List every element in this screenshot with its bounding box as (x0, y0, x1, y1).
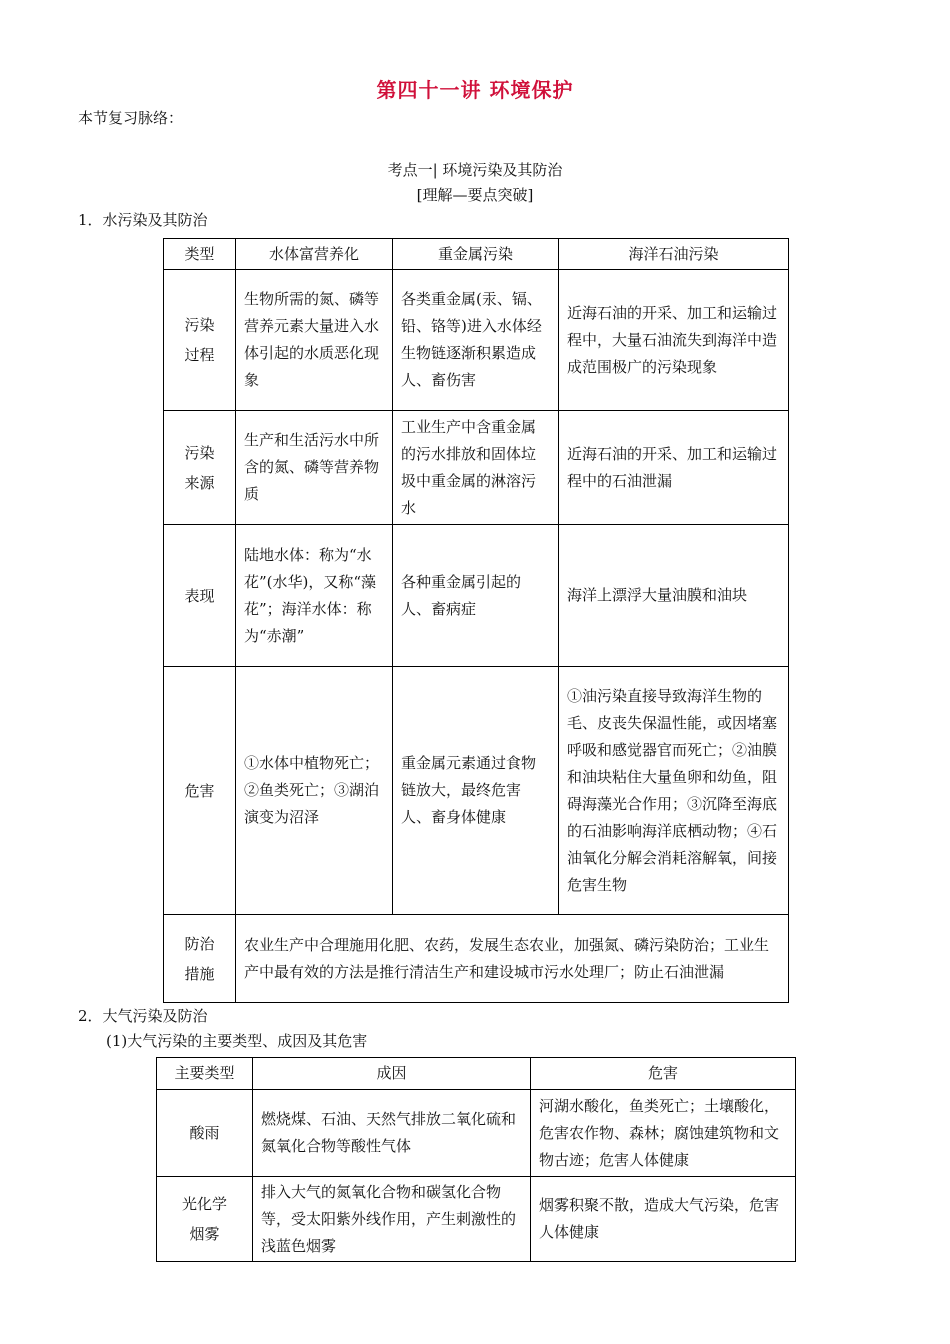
section-air-heading: 2．大气污染及防治 (78, 1007, 208, 1025)
row-label: 污染过程 (164, 270, 236, 411)
outline-label: 本节复习脉络： (78, 109, 184, 127)
header-cell: 类型 (164, 239, 236, 270)
row-label: 防治措施 (164, 915, 236, 1003)
table-cell: 近海石油的开采、加工和运输过程中，大量石油流失到海洋中造成范围极广的污染现象 (559, 270, 789, 411)
table-cell-merged: 农业生产中合理施用化肥、农药，发展生态农业，加强氮、磷污染防治；工业生产中最有效的方法是推行清洁生产和建设城市污水处理厂；防止石油泄漏 (236, 915, 789, 1003)
kaodian-subheading: [理解—要点突破] (416, 186, 534, 204)
table-row (164, 270, 789, 411)
table-header-row (157, 1058, 796, 1090)
table-cell: 燃烧煤、石油、天然气排放二氧化硫和氮氧化合物等酸性气体 (253, 1090, 531, 1177)
air-pollution-table (156, 1057, 796, 1262)
table-cell: 各类重金属(汞、镉、铅、铬等)进入水体经生物链逐渐积累造成人、畜伤害 (393, 270, 559, 411)
page-title: 第四十一讲 环境保护 (376, 78, 574, 102)
row-label: 酸雨 (157, 1090, 253, 1177)
table-cell: 烟雾积聚不散，造成大气污染，危害人体健康 (531, 1177, 796, 1262)
table-cell: 陆地水体：称为“水花”(水华)，又称“藻花”；海洋水体：称为“赤潮” (236, 525, 393, 667)
header-cell: 主要类型 (157, 1058, 253, 1090)
table-row (164, 667, 789, 915)
table-cell: ①油污染直接导致海洋生物的毛、皮丧失保温性能，或因堵塞呼吸和感觉器官而死亡；②油膜和油块粘住大量鱼卵和幼鱼，阻碍海藻光合作用；③沉降至海底的石油影响海洋底栖动物；④石油氧化分解会消耗溶解氧，间接危害生物 (559, 667, 789, 915)
table-cell: 河湖水酸化，鱼类死亡；土壤酸化，危害农作物、森林；腐蚀建筑物和文物古迹；危害人体健康 (531, 1090, 796, 1177)
header-cell: 水体富营养化 (236, 239, 393, 270)
section-water-heading: 1．水污染及其防治 (78, 211, 208, 229)
table-cell: 近海石油的开采、加工和运输过程中的石油泄漏 (559, 411, 789, 525)
table-header-row (164, 239, 789, 270)
table-cell: ①水体中植物死亡；②鱼类死亡；③湖泊演变为沼泽 (236, 667, 393, 915)
kaodian-heading: 考点一| 环境污染及其防治 (387, 161, 563, 179)
table-cell: 海洋上漂浮大量油膜和油块 (559, 525, 789, 667)
row-label: 污染来源 (164, 411, 236, 525)
header-cell: 重金属污染 (393, 239, 559, 270)
table-cell: 重金属元素通过食物链放大，最终危害人、畜身体健康 (393, 667, 559, 915)
row-label: 危害 (164, 667, 236, 915)
water-pollution-table (163, 238, 789, 1003)
table-cell: 生产和生活污水中所含的氮、磷等营养物质 (236, 411, 393, 525)
table-row (157, 1090, 796, 1177)
section-air-subheading: (1)大气污染的主要类型、成因及其危害 (106, 1032, 368, 1050)
table-row (164, 411, 789, 525)
row-label: 光化学烟雾 (157, 1177, 253, 1262)
table-cell: 生物所需的氮、磷等营养元素大量进入水体引起的水质恶化现象 (236, 270, 393, 411)
table-cell: 排入大气的氮氧化合物和碳氢化合物等，受太阳紫外线作用，产生刺激性的浅蓝色烟雾 (253, 1177, 531, 1262)
table-row (157, 1177, 796, 1262)
row-label: 表现 (164, 525, 236, 667)
table-row (164, 525, 789, 667)
header-cell: 成因 (253, 1058, 531, 1090)
header-cell: 危害 (531, 1058, 796, 1090)
table-row (164, 915, 789, 1003)
header-cell: 海洋石油污染 (559, 239, 789, 270)
table-cell: 工业生产中含重金属的污水排放和固体垃圾中重金属的淋溶污水 (393, 411, 559, 525)
table-cell: 各种重金属引起的人、畜病症 (393, 525, 559, 667)
